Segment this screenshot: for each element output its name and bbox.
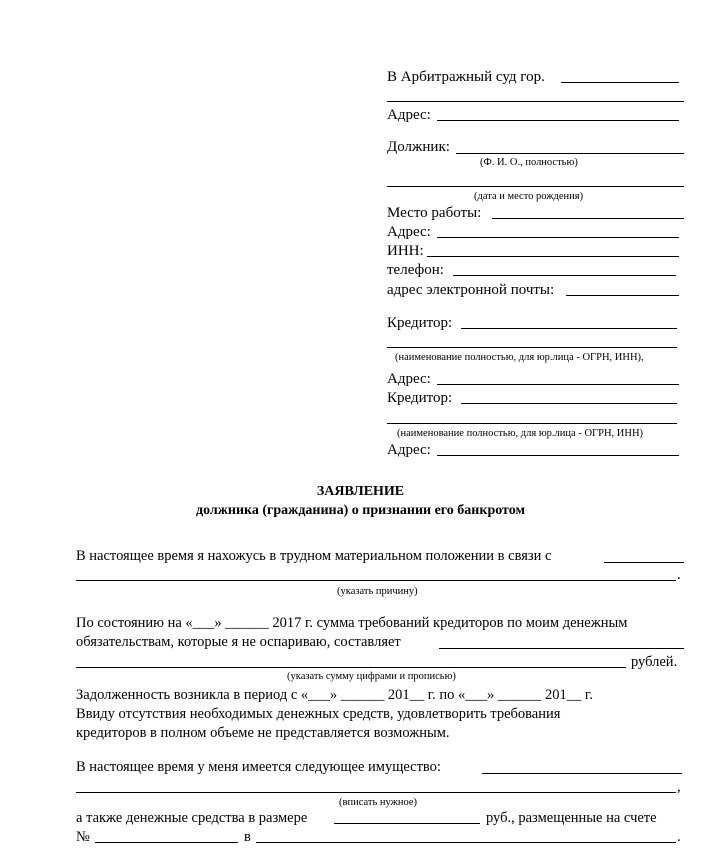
p3-line2: Ввиду отсутствия необходимых денежных средств, удовлетворить требования [76, 706, 561, 722]
p5-in-label: в [244, 829, 251, 845]
p4-property-field-2[interactable] [76, 792, 676, 793]
p1-end: . [677, 567, 681, 583]
creditor2-address-field[interactable] [437, 455, 679, 456]
p2-sum-field[interactable] [439, 648, 684, 649]
p5-line1-b: руб., размещенные на счете [486, 810, 657, 826]
p5-end: . [677, 829, 681, 845]
p4-property-field[interactable] [482, 773, 682, 774]
court-address-field[interactable] [437, 120, 679, 121]
workplace-label: Место работы: [387, 205, 482, 221]
p4-hint: (вписать нужное) [339, 797, 418, 808]
p2-hint: (указать сумму цифрами и прописью) [287, 671, 456, 682]
creditor1-name-field[interactable] [461, 328, 677, 329]
p2-line1: По состоянию на «___» ______ 2017 г. сумма требований кредиторов по моим денежным [76, 615, 628, 631]
p3-line1: Задолженность возникла в период с «___» ______ 201__ г. по «___» ______ 201__ г. [76, 687, 593, 703]
p5-account-field[interactable] [95, 842, 238, 843]
p1-text: В настоящее время я нахожусь в трудном материальном положении в связи с [76, 548, 552, 564]
inn-field[interactable] [427, 256, 679, 257]
court-city-field[interactable] [561, 82, 679, 83]
creditor2-name-field-2[interactable] [387, 423, 677, 424]
p5-line1-a: а также денежные средства в размере [76, 810, 308, 826]
creditor2-label: Кредитор: [387, 390, 453, 406]
p1-reason-field-2[interactable] [76, 580, 676, 581]
creditor1-name-field-2[interactable] [387, 347, 677, 348]
workplace-field[interactable] [492, 218, 684, 219]
debtor-name-field[interactable] [456, 153, 684, 154]
p4-end: , [677, 779, 681, 795]
p1-hint: (указать причину) [337, 586, 418, 597]
document-title: ЗАЯВЛЕНИЕ [316, 484, 405, 499]
birth-hint: (дата и место рождения) [474, 191, 584, 202]
court-line-blank[interactable] [387, 101, 684, 102]
court-address-label: Адрес: [387, 107, 431, 123]
p4-line1: В настоящее время у меня имеется следующее имущество: [76, 759, 441, 775]
p5-num-label: № [76, 829, 90, 845]
p5-amount-field[interactable] [334, 823, 480, 824]
work-address-label: Адрес: [387, 224, 431, 240]
p1-reason-field[interactable] [604, 562, 684, 563]
creditor1-address-field[interactable] [437, 384, 679, 385]
creditor2-hint: (наименование полностью, для юр.лица - ОГРН, ИНН) [397, 428, 644, 439]
birth-field[interactable] [387, 186, 684, 187]
email-field[interactable] [566, 295, 679, 296]
work-address-field[interactable] [437, 237, 679, 238]
email-label: адрес электронной почты: [387, 282, 555, 298]
creditor1-address-label: Адрес: [387, 371, 431, 387]
inn-label: ИНН: [387, 243, 424, 259]
phone-field[interactable] [453, 275, 676, 276]
p2-line2: обязательствам, которые я не оспариваю, составляет [76, 634, 401, 650]
debtor-hint: (Ф. И. О., полностью) [480, 157, 578, 168]
document-subtitle: должника (гражданина) о признании его банкротом [195, 503, 526, 518]
creditor2-name-field[interactable] [461, 403, 677, 404]
p2-sum-field-2[interactable] [76, 667, 626, 668]
phone-label: телефон: [387, 262, 444, 278]
p3-line3: кредиторов в полном объеме не представляется возможным. [76, 725, 450, 741]
court-label: В Арбитражный суд гор. [387, 69, 545, 85]
creditor2-address-label: Адрес: [387, 442, 431, 458]
p2-rub: рублей. [631, 654, 678, 670]
creditor1-label: Кредитор: [387, 315, 453, 331]
debtor-label: Должник: [387, 139, 450, 155]
creditor1-hint: (наименование полностью, для юр.лица - ОГРН, ИНН), [395, 352, 644, 363]
p5-bank-field[interactable] [256, 842, 676, 843]
